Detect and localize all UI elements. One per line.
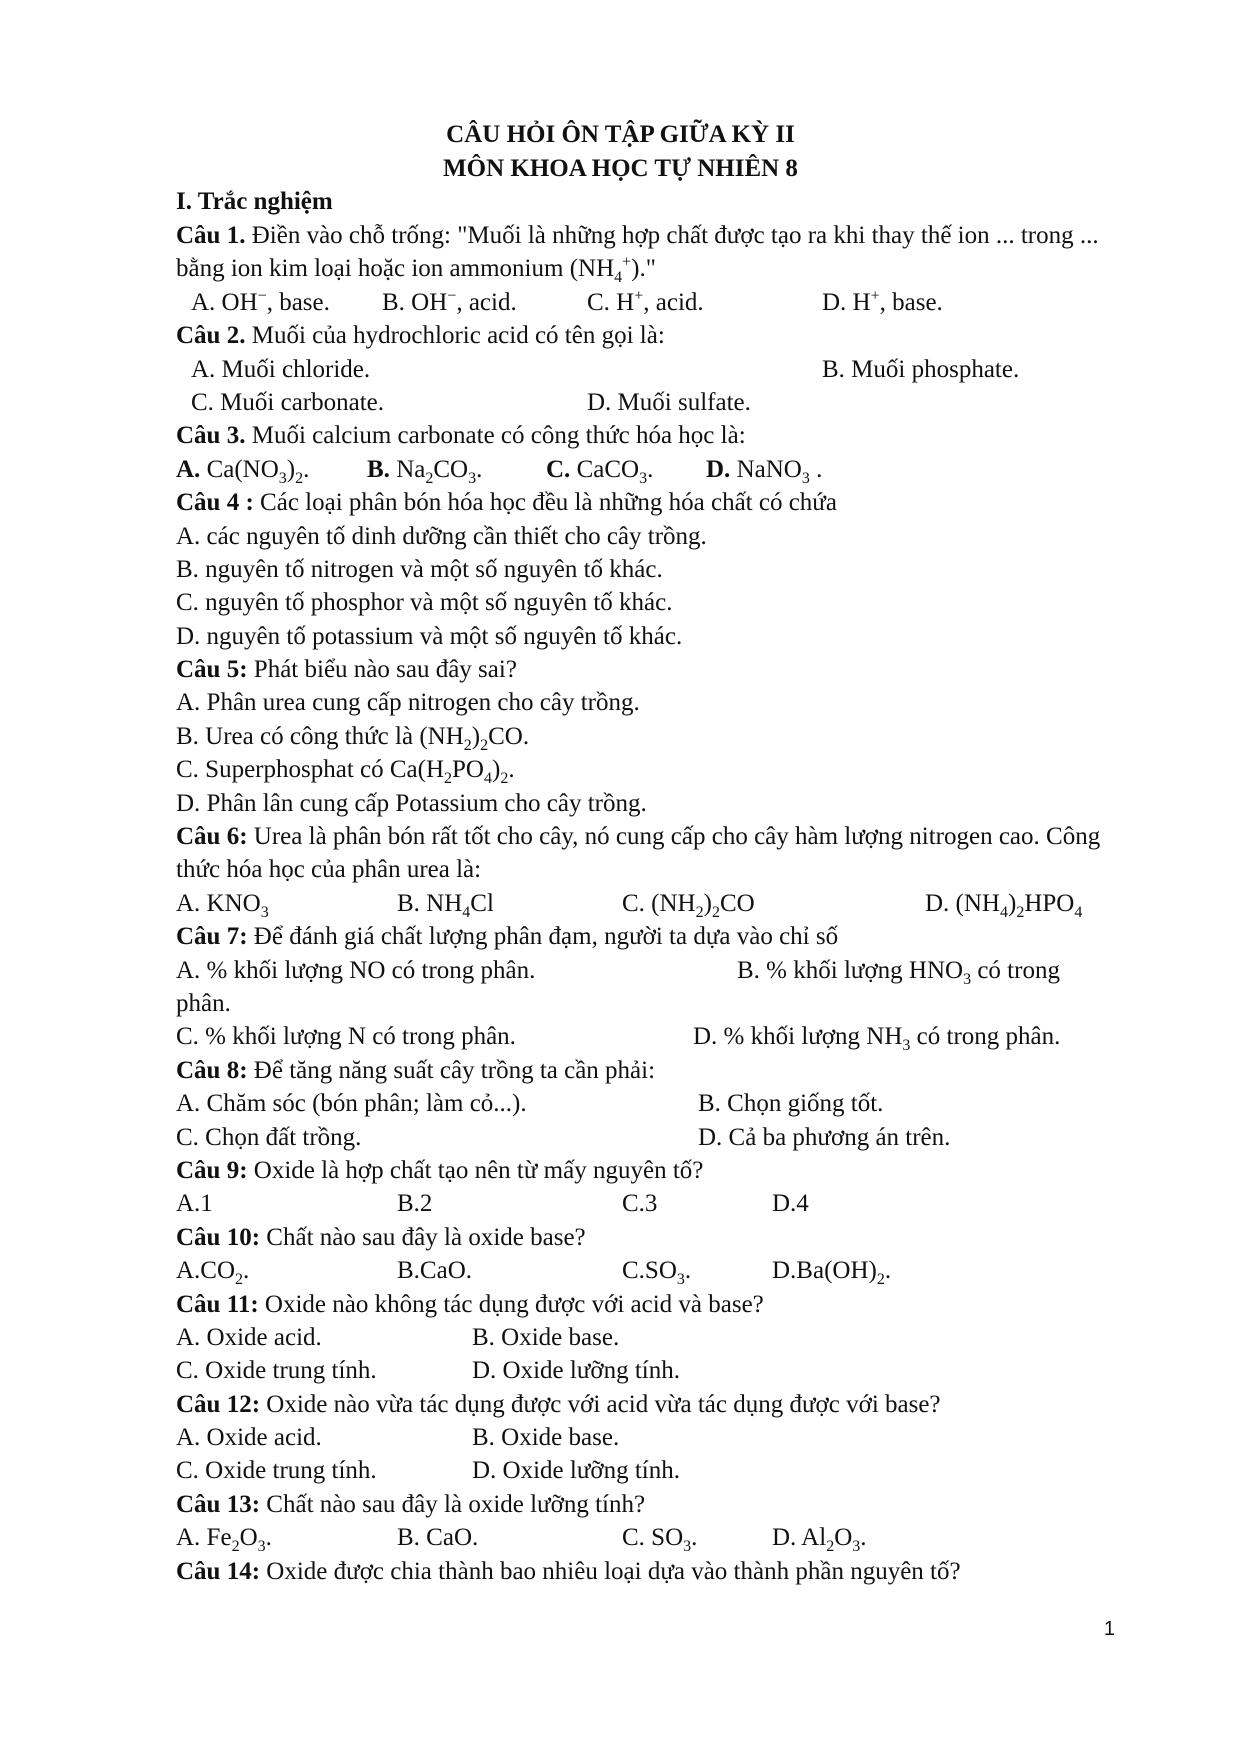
question-list — [176, 219, 1126, 1588]
option-b: B. Urea có công thức là $(NH_2)_2CO$. — [176, 722, 530, 754]
option-a: A.1 — [176, 1190, 213, 1218]
question-text: Chất nào sau đây là oxide base? — [260, 1223, 586, 1251]
document-title-line1: CÂU HỎI ÔN TẬP GIỮA KỲ II — [446, 121, 795, 148]
question-2 — [176, 319, 1126, 352]
question-10 — [176, 1221, 1126, 1254]
question-label: Câu 13: — [176, 1490, 261, 1518]
question-label: Câu 4 : — [176, 489, 254, 517]
option-c: C. Oxide trung tính. — [176, 1357, 377, 1385]
question-2-options-row1 — [176, 353, 1126, 386]
question-text: Muối calcium carbonate có công thức hóa học là: — [245, 422, 746, 450]
option-b: B. nguyên tố nitrogen và một số nguyên tố khác. — [176, 555, 663, 583]
option-b: B. Oxide base. — [472, 1323, 620, 1351]
question-4 — [176, 486, 1126, 519]
option-c: $C.SO_3$. — [622, 1257, 692, 1289]
question-12-options-row1 — [176, 1421, 1126, 1454]
option-b: B. $NH_4Cl$ — [397, 889, 494, 921]
option-d: D. $(NH_4)_2HPO_4$ — [925, 889, 1083, 921]
option-b: B.2 — [397, 1190, 433, 1218]
option-b: B.CaO. — [397, 1257, 472, 1285]
question-2-options-row2 — [176, 386, 1126, 419]
option-b: B. Chọn giống tốt. — [698, 1090, 884, 1118]
option-a: A. Oxide acid. — [176, 1424, 322, 1452]
option-d: D. Cả ba phương án trên. — [698, 1123, 951, 1151]
option-b: B. % khối lượng $HNO_3$ có trong — [737, 956, 1060, 988]
document-title-line2: MÔN KHOA HỌC TỰ NHIÊN 8 — [443, 155, 798, 182]
question-text: Phát biểu nào sau đây sai? — [247, 656, 517, 684]
question-text: Oxide nào không tác dụng được với acid và base? — [258, 1290, 764, 1318]
question-8-options-row1 — [176, 1087, 1126, 1120]
option-a: A. các nguyên tố dinh dưỡng cần thiết cho cây trồng. — [176, 522, 707, 550]
question-10-options — [176, 1254, 1126, 1287]
question-label: Câu 2. — [176, 322, 246, 350]
option-c: C. $(NH_2)_2CO$ — [622, 889, 755, 921]
question-text: Muối của hydrochloric acid có tên gọi là: — [245, 322, 665, 350]
option-a: A. % khối lượng NO có trong phân. — [176, 956, 536, 984]
option-b-continued: phân. — [176, 990, 231, 1018]
question-1 — [176, 219, 1126, 286]
option-a: A. Phân urea cung cấp nitrogen cho cây trồng. — [176, 689, 640, 717]
question-1-options — [176, 286, 1126, 319]
question-11-options-row2 — [176, 1354, 1126, 1387]
question-9-options — [176, 1187, 1126, 1220]
question-label: Câu 11: — [176, 1290, 259, 1318]
question-12 — [176, 1388, 1126, 1421]
question-label: Câu 9: — [176, 1156, 248, 1184]
question-text-end: )." — [631, 255, 656, 283]
option-d: D.4 — [772, 1190, 809, 1218]
question-8 — [176, 1054, 1126, 1087]
option-a: A. Muối chloride. — [191, 355, 371, 383]
option-a: A. $KNO_3$ — [176, 889, 269, 921]
option-d: D. NaNO$_3$ . — [706, 455, 823, 487]
option-a: A. OH−, base. — [191, 287, 330, 316]
option-d: D. % khối lượng $NH_3$ có trong phân. — [693, 1023, 1061, 1055]
question-6-options — [176, 887, 1126, 920]
section-heading: I. Trắc nghiệm — [176, 188, 333, 215]
question-label: Câu 7: — [176, 923, 248, 951]
question-label: Câu 12: — [176, 1390, 261, 1418]
question-3-options — [176, 453, 1126, 486]
option-c: C. Oxide trung tính. — [176, 1457, 377, 1485]
question-text: Các loại phân bón hóa học đều là những hóa chất có chứa — [253, 489, 837, 517]
question-11 — [176, 1288, 1126, 1321]
question-text: Urea là phân bón rất tốt cho cây, nó cung cấp cho cây hàm lượng nitrogen cao. Công thức hóa học của phân urea là: — [176, 823, 1101, 884]
question-text: Điền vào chỗ trống: "Muối là những hợp chất được tạo ra khi thay thế ion ... trong ... bằng ion kim loại hoặc ion ammonium (NH — [176, 222, 1099, 283]
question-7 — [176, 920, 1126, 953]
question-label: Câu 14: — [176, 1557, 261, 1585]
question-label: Câu 3. — [176, 422, 246, 450]
question-text: Oxide là hợp chất tạo nên từ mấy nguyên tố? — [247, 1156, 704, 1184]
option-d: D. $Al_2O_3$. — [772, 1524, 867, 1556]
question-label: Câu 1. — [176, 222, 246, 249]
option-d: D. Muối sulfate. — [587, 388, 751, 416]
question-6 — [176, 820, 1126, 887]
question-label: Câu 6: — [176, 823, 248, 851]
question-9 — [176, 1154, 1126, 1187]
option-a: $A.CO_2$. — [176, 1257, 250, 1289]
question-8-options-row2 — [176, 1121, 1126, 1154]
option-d: $D.Ba(OH)_2$. — [772, 1257, 892, 1289]
option-a: A. $Fe_2O_3$. — [176, 1524, 272, 1556]
option-c: C. CaCO$_3$. — [546, 455, 654, 487]
question-label: Câu 10: — [176, 1223, 261, 1251]
option-c: C.3 — [622, 1190, 658, 1218]
question-text: Oxide nào vừa tác dụng được với acid vừa tác dụng được với base? — [260, 1390, 941, 1418]
option-c: C. % khối lượng N có trong phân. — [176, 1023, 516, 1051]
option-c: C. Superphosphat có $Ca(H_2PO_4)_2$. — [176, 756, 515, 788]
question-label: Câu 5: — [176, 656, 248, 684]
superscript: + — [622, 254, 632, 272]
option-a: A. Oxide acid. — [176, 1323, 322, 1351]
option-a: A. $Ca(NO_3)_2$. — [176, 455, 310, 487]
question-7-options-row1 — [176, 954, 1126, 987]
option-b: B. CaO. — [397, 1524, 479, 1552]
option-c: C. $SO_3$. — [622, 1524, 698, 1556]
question-label: Câu 8: — [176, 1056, 248, 1084]
question-3 — [176, 419, 1126, 452]
question-14 — [176, 1555, 1126, 1588]
option-c: C. Muối carbonate. — [191, 388, 385, 416]
question-12-options-row2 — [176, 1454, 1126, 1487]
question-5 — [176, 653, 1126, 686]
question-13-options — [176, 1521, 1126, 1554]
question-text: Chất nào sau đây là oxide lưỡng tính? — [260, 1490, 646, 1518]
option-b: B. OH−, acid. — [382, 287, 517, 316]
option-d: D. Oxide lưỡng tính. — [472, 1357, 681, 1385]
option-c: C. H+, acid. — [587, 287, 704, 316]
option-b: B. Oxide base. — [472, 1424, 620, 1452]
page-number: 1 — [1103, 1618, 1115, 1640]
question-text: Để tăng năng suất cây trồng ta cần phải: — [247, 1056, 656, 1084]
option-b: B. $Na_2CO_3$. — [367, 455, 483, 487]
option-d: D. H+, base. — [822, 287, 943, 316]
subscript: 4 — [614, 269, 623, 287]
question-text: Oxide được chia thành bao nhiêu loại dựa vào thành phần nguyên tố? — [260, 1557, 961, 1585]
option-c: C. Chọn đất trồng. — [176, 1123, 362, 1151]
option-a: A. Chăm sóc (bón phân; làm cỏ...). — [176, 1090, 527, 1118]
option-d: D. Oxide lưỡng tính. — [472, 1457, 681, 1485]
option-d: D. Phân lân cung cấp Potassium cho cây trồng. — [176, 789, 647, 817]
option-c: C. nguyên tố phosphor và một số nguyên tố khác. — [176, 589, 673, 617]
question-13 — [176, 1488, 1126, 1521]
option-b: B. Muối phosphate. — [822, 355, 1020, 383]
question-11-options-row1 — [176, 1321, 1126, 1354]
question-text: Để đánh giá chất lượng phân đạm, người ta dựa vào chỉ số — [247, 923, 839, 951]
question-7-options-row2 — [176, 1020, 1126, 1053]
option-d: D. nguyên tố potassium và một số nguyên tố khác. — [176, 622, 683, 650]
